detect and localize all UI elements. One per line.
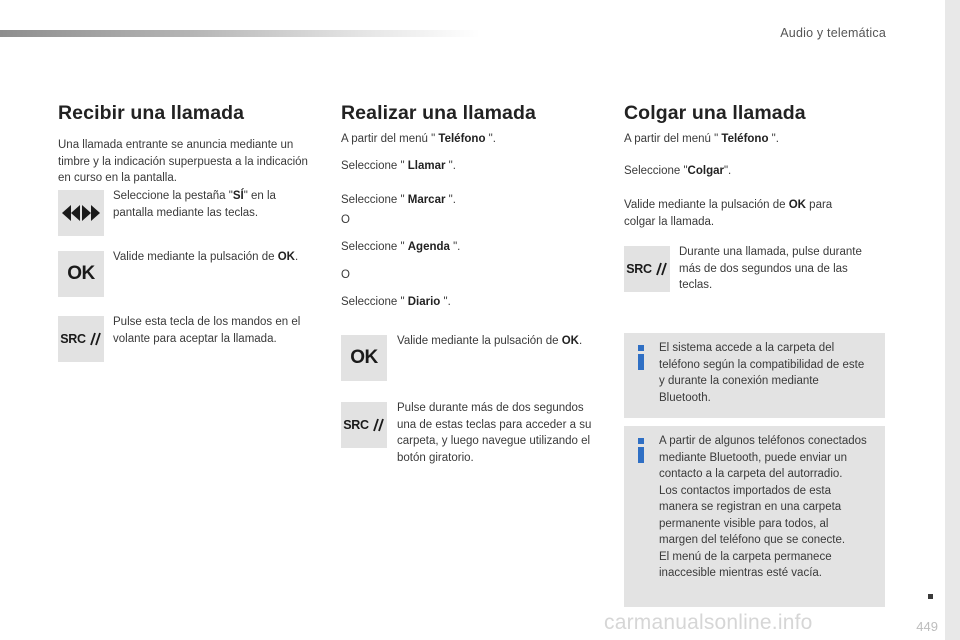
src-key-icon [341,402,387,448]
heading-make-call: Realizar una llamada [341,102,536,124]
page-marker [928,594,933,599]
hang-line-colgar: Seleccione "Colgar". [624,165,732,177]
watermark: carmanualsonline.info [604,611,813,634]
src-key-icon [624,246,670,292]
hang-step-src: Durante una llamada, pulse durante más de dos segundos una de las teclas. [679,246,862,291]
arrow-keys-icon [58,190,104,236]
header-gradient-bar [0,30,480,37]
receive-step-validate: Valide mediante la pulsación de OK. [113,251,299,263]
ok-key-icon [58,251,104,297]
src-key-label: SRC [60,332,86,346]
info-text-folder: El sistema accede a la carpeta del teléfono según la compatibilidad de este y durante la conexión mediante Bluetooth. [659,342,865,404]
info-icon [638,438,644,444]
info-box-contacts [624,426,885,607]
receive-step-select-tab: Seleccione la pestaña "SÍ" en la pantalla mediante las teclas. [113,190,276,219]
make-line-marcar: Seleccione " Marcar ". [341,194,456,206]
page-edge-strip [945,0,960,640]
make-step-validate: Valide mediante la pulsación de OK. [397,335,583,347]
make-or-2: O [341,269,350,281]
make-line-diario: Seleccione " Diario ". [341,296,451,308]
info-icon-stem [638,447,644,463]
src-key-icon [58,316,104,362]
ok-key-label: OK [67,263,95,284]
src-key-label: SRC [343,418,369,432]
hang-line-menu: A partir del menú " Teléfono ". [624,133,779,145]
heading-receive-call: Recibir una llamada [58,102,245,124]
slash-marks-icon [86,332,102,346]
info-icon-stem [638,354,644,370]
slash-marks-icon [369,418,385,432]
section-title: Audio y telemática [780,26,886,40]
make-line-menu: A partir del menú " Teléfono ". [341,133,496,145]
make-line-agenda: Seleccione " Agenda ". [341,241,461,253]
info-text-contacts: A partir de algunos teléfonos conectados mediante Bluetooth, puede enviar un contacto a la carpeta del autorradio. Los contactos importados de esta manera se registran en una carpeta permanente visible para todos, al margen del teléfono que se conecte. El menú de la carpeta permanece inaccesible mientras esté vacía. [659,435,867,579]
receive-step-src: Pulse esta tecla de los mandos en el volante para aceptar la llamada. [113,316,301,345]
heading-hang-up: Colgar una llamada [624,102,806,124]
column-receive-call [58,102,320,187]
make-step-src: Pulse durante más de dos segundos una de estas teclas para acceder a su carpeta, y luego navegue utilizando el botón giratorio. [397,402,592,464]
src-key-label: SRC [626,262,652,276]
info-box-folder [624,333,885,418]
page-number: 449 [916,619,938,634]
make-or-1: O [341,214,350,226]
receive-intro: Una llamada entrante se anuncia mediante un timbre y la indicación superpuesta a la indicación en curso en la pantalla. [58,139,308,184]
hang-line-validate: Valide mediante la pulsación de OK para colgar la llamada. [624,199,833,228]
info-icon [638,345,644,351]
ok-key-icon [341,335,387,381]
ok-key-label: OK [350,347,378,368]
slash-marks-icon [652,262,668,276]
make-line-llamar: Seleccione " Llamar ". [341,160,456,172]
